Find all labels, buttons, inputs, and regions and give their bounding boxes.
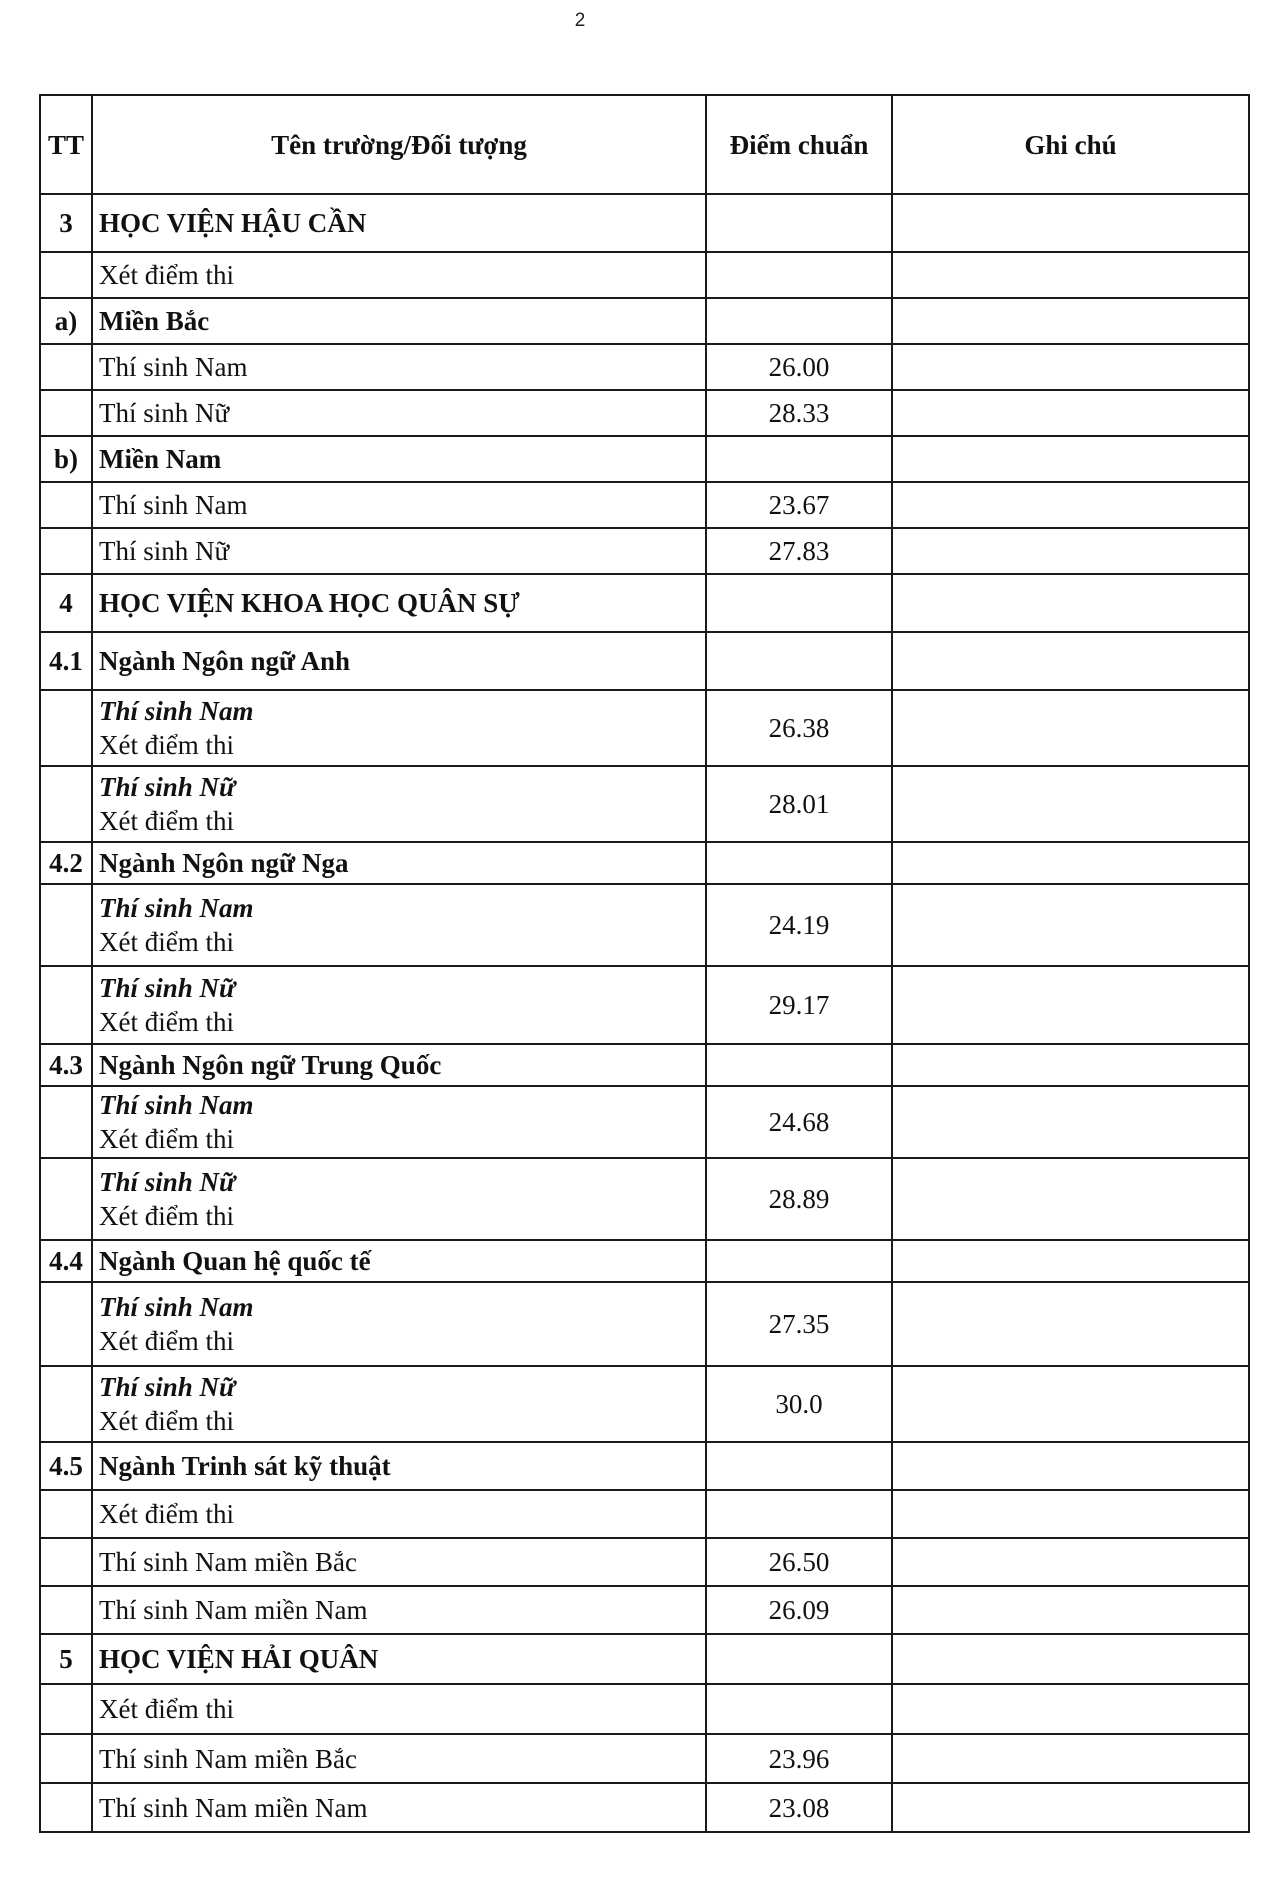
admission-method: Xét điểm thi bbox=[99, 730, 234, 760]
section-row bbox=[40, 1044, 1249, 1086]
table-row bbox=[40, 1734, 1249, 1783]
row-tt: a) bbox=[40, 298, 92, 344]
row-note bbox=[892, 390, 1249, 436]
row-note bbox=[892, 1442, 1249, 1490]
row-tt bbox=[40, 1783, 92, 1832]
row-tt: 4.3 bbox=[40, 1044, 92, 1086]
row-name: Thí sinh Nam miền Bắc bbox=[92, 1734, 706, 1783]
row-note bbox=[892, 884, 1249, 966]
row-tt bbox=[40, 966, 92, 1044]
row-tt: b) bbox=[40, 436, 92, 482]
row-score bbox=[706, 1240, 892, 1282]
row-tt bbox=[40, 1158, 92, 1240]
row-name bbox=[92, 966, 706, 1044]
row-score: 23.96 bbox=[706, 1734, 892, 1783]
table-row bbox=[40, 252, 1249, 298]
admission-scores-table bbox=[39, 94, 1250, 1833]
admission-method: Xét điểm thi bbox=[99, 1007, 234, 1037]
row-tt: 5 bbox=[40, 1634, 92, 1684]
row-note bbox=[892, 1044, 1249, 1086]
candidate-group: Thí sinh Nữ bbox=[99, 1372, 236, 1402]
admission-method: Xét điểm thi bbox=[99, 1406, 234, 1436]
row-score bbox=[706, 574, 892, 632]
candidate-group: Thí sinh Nam bbox=[99, 1292, 254, 1322]
row-tt: 4.5 bbox=[40, 1442, 92, 1490]
row-note bbox=[892, 1783, 1249, 1832]
page-number: 2 bbox=[574, 10, 586, 31]
header-note: Ghi chú bbox=[892, 95, 1249, 194]
row-name: Xét điểm thi bbox=[92, 1684, 706, 1734]
row-note bbox=[892, 574, 1249, 632]
row-name: Ngành Ngôn ngữ Nga bbox=[92, 842, 706, 884]
row-score: 27.83 bbox=[706, 528, 892, 574]
row-name: Xét điểm thi bbox=[92, 252, 706, 298]
row-note bbox=[892, 1366, 1249, 1442]
row-score: 26.00 bbox=[706, 344, 892, 390]
row-name: Thí sinh Nam miền Nam bbox=[92, 1586, 706, 1634]
row-name bbox=[92, 1158, 706, 1240]
admission-method: Xét điểm thi bbox=[99, 1124, 234, 1154]
row-note bbox=[892, 690, 1249, 766]
section-row bbox=[40, 194, 1249, 252]
table-row bbox=[40, 1783, 1249, 1832]
row-tt bbox=[40, 766, 92, 842]
row-score: 27.35 bbox=[706, 1282, 892, 1366]
row-score: 23.67 bbox=[706, 482, 892, 528]
row-note bbox=[892, 482, 1249, 528]
row-tt bbox=[40, 344, 92, 390]
row-tt bbox=[40, 390, 92, 436]
admission-method: Xét điểm thi bbox=[99, 927, 234, 957]
row-name: Ngành Trinh sát kỹ thuật bbox=[92, 1442, 706, 1490]
row-score bbox=[706, 632, 892, 690]
row-note bbox=[892, 1086, 1249, 1158]
row-score bbox=[706, 252, 892, 298]
row-score: 28.89 bbox=[706, 1158, 892, 1240]
table-row bbox=[40, 1538, 1249, 1586]
row-name bbox=[92, 1086, 706, 1158]
section-row bbox=[40, 632, 1249, 690]
row-name: HỌC VIỆN HẢI QUÂN bbox=[92, 1634, 706, 1684]
row-tt: 4.1 bbox=[40, 632, 92, 690]
candidate-group: Thí sinh Nam bbox=[99, 1090, 254, 1120]
row-name: HỌC VIỆN KHOA HỌC QUÂN SỰ bbox=[92, 574, 706, 632]
table-row bbox=[40, 1086, 1249, 1158]
header-score: Điểm chuẩn bbox=[706, 95, 892, 194]
row-name: Thí sinh Nữ bbox=[92, 390, 706, 436]
row-score bbox=[706, 842, 892, 884]
row-tt bbox=[40, 1282, 92, 1366]
row-note bbox=[892, 252, 1249, 298]
table-row bbox=[40, 690, 1249, 766]
row-name: Ngành Ngôn ngữ Anh bbox=[92, 632, 706, 690]
row-name: HỌC VIỆN HẬU CẦN bbox=[92, 194, 706, 252]
row-score bbox=[706, 1684, 892, 1734]
row-tt bbox=[40, 1734, 92, 1783]
row-name bbox=[92, 884, 706, 966]
table-row bbox=[40, 482, 1249, 528]
row-note bbox=[892, 842, 1249, 884]
row-note bbox=[892, 1634, 1249, 1684]
table-row bbox=[40, 966, 1249, 1044]
row-score bbox=[706, 1634, 892, 1684]
row-score: 24.19 bbox=[706, 884, 892, 966]
row-note bbox=[892, 1538, 1249, 1586]
row-tt bbox=[40, 1684, 92, 1734]
row-tt: 4 bbox=[40, 574, 92, 632]
section-row bbox=[40, 1240, 1249, 1282]
table-row bbox=[40, 344, 1249, 390]
row-note bbox=[892, 1734, 1249, 1783]
row-score bbox=[706, 298, 892, 344]
row-name bbox=[92, 766, 706, 842]
row-tt bbox=[40, 1490, 92, 1538]
row-name: Ngành Ngôn ngữ Trung Quốc bbox=[92, 1044, 706, 1086]
candidate-group: Thí sinh Nam bbox=[99, 696, 254, 726]
row-tt bbox=[40, 1086, 92, 1158]
admission-method: Xét điểm thi bbox=[99, 1326, 234, 1356]
admission-method: Xét điểm thi bbox=[99, 1201, 234, 1231]
section-row bbox=[40, 1634, 1249, 1684]
row-tt bbox=[40, 884, 92, 966]
table-row bbox=[40, 1158, 1249, 1240]
table-row bbox=[40, 1366, 1249, 1442]
row-note bbox=[892, 528, 1249, 574]
row-score: 26.50 bbox=[706, 1538, 892, 1586]
row-note bbox=[892, 1490, 1249, 1538]
row-note bbox=[892, 1158, 1249, 1240]
row-note bbox=[892, 1282, 1249, 1366]
row-score: 26.09 bbox=[706, 1586, 892, 1634]
section-row bbox=[40, 574, 1249, 632]
section-row bbox=[40, 436, 1249, 482]
table-row bbox=[40, 1684, 1249, 1734]
row-name bbox=[92, 690, 706, 766]
header-row bbox=[40, 95, 1249, 194]
section-row bbox=[40, 298, 1249, 344]
row-note bbox=[892, 298, 1249, 344]
row-score bbox=[706, 1044, 892, 1086]
row-score: 23.08 bbox=[706, 1783, 892, 1832]
section-row bbox=[40, 1442, 1249, 1490]
row-score: 29.17 bbox=[706, 966, 892, 1044]
row-name: Thí sinh Nữ bbox=[92, 528, 706, 574]
header-tt: TT bbox=[40, 95, 92, 194]
row-tt bbox=[40, 252, 92, 298]
row-note bbox=[892, 344, 1249, 390]
row-score: 30.0 bbox=[706, 1366, 892, 1442]
row-score: 28.01 bbox=[706, 766, 892, 842]
row-tt: 3 bbox=[40, 194, 92, 252]
row-tt: 4.2 bbox=[40, 842, 92, 884]
row-tt: 4.4 bbox=[40, 1240, 92, 1282]
admission-method: Xét điểm thi bbox=[99, 806, 234, 836]
row-name: Miền Bắc bbox=[92, 298, 706, 344]
table-row bbox=[40, 766, 1249, 842]
row-name: Thí sinh Nam bbox=[92, 344, 706, 390]
row-name: Thí sinh Nam miền Nam bbox=[92, 1783, 706, 1832]
row-score bbox=[706, 1442, 892, 1490]
candidate-group: Thí sinh Nữ bbox=[99, 973, 236, 1003]
row-tt bbox=[40, 1538, 92, 1586]
row-score: 26.38 bbox=[706, 690, 892, 766]
row-score bbox=[706, 194, 892, 252]
row-score bbox=[706, 1490, 892, 1538]
row-note bbox=[892, 194, 1249, 252]
row-note bbox=[892, 1684, 1249, 1734]
table-row bbox=[40, 1490, 1249, 1538]
table-row bbox=[40, 390, 1249, 436]
row-note bbox=[892, 1240, 1249, 1282]
row-name: Thí sinh Nam miền Bắc bbox=[92, 1538, 706, 1586]
row-score bbox=[706, 436, 892, 482]
row-score: 24.68 bbox=[706, 1086, 892, 1158]
row-name: Ngành Quan hệ quốc tế bbox=[92, 1240, 706, 1282]
table-row bbox=[40, 528, 1249, 574]
row-note bbox=[892, 436, 1249, 482]
candidate-group: Thí sinh Nữ bbox=[99, 772, 236, 802]
row-name bbox=[92, 1282, 706, 1366]
section-row bbox=[40, 842, 1249, 884]
table-row bbox=[40, 884, 1249, 966]
row-note bbox=[892, 966, 1249, 1044]
table-row bbox=[40, 1586, 1249, 1634]
candidate-group: Thí sinh Nữ bbox=[99, 1167, 236, 1197]
row-name bbox=[92, 1366, 706, 1442]
row-tt bbox=[40, 1366, 92, 1442]
header-name: Tên trường/Đối tượng bbox=[92, 95, 706, 194]
row-name: Thí sinh Nam bbox=[92, 482, 706, 528]
row-tt bbox=[40, 528, 92, 574]
table-row bbox=[40, 1282, 1249, 1366]
row-tt bbox=[40, 690, 92, 766]
row-note bbox=[892, 766, 1249, 842]
row-name: Xét điểm thi bbox=[92, 1490, 706, 1538]
row-name: Miền Nam bbox=[92, 436, 706, 482]
row-tt bbox=[40, 1586, 92, 1634]
row-tt bbox=[40, 482, 92, 528]
row-score: 28.33 bbox=[706, 390, 892, 436]
candidate-group: Thí sinh Nam bbox=[99, 893, 254, 923]
row-note bbox=[892, 632, 1249, 690]
row-note bbox=[892, 1586, 1249, 1634]
